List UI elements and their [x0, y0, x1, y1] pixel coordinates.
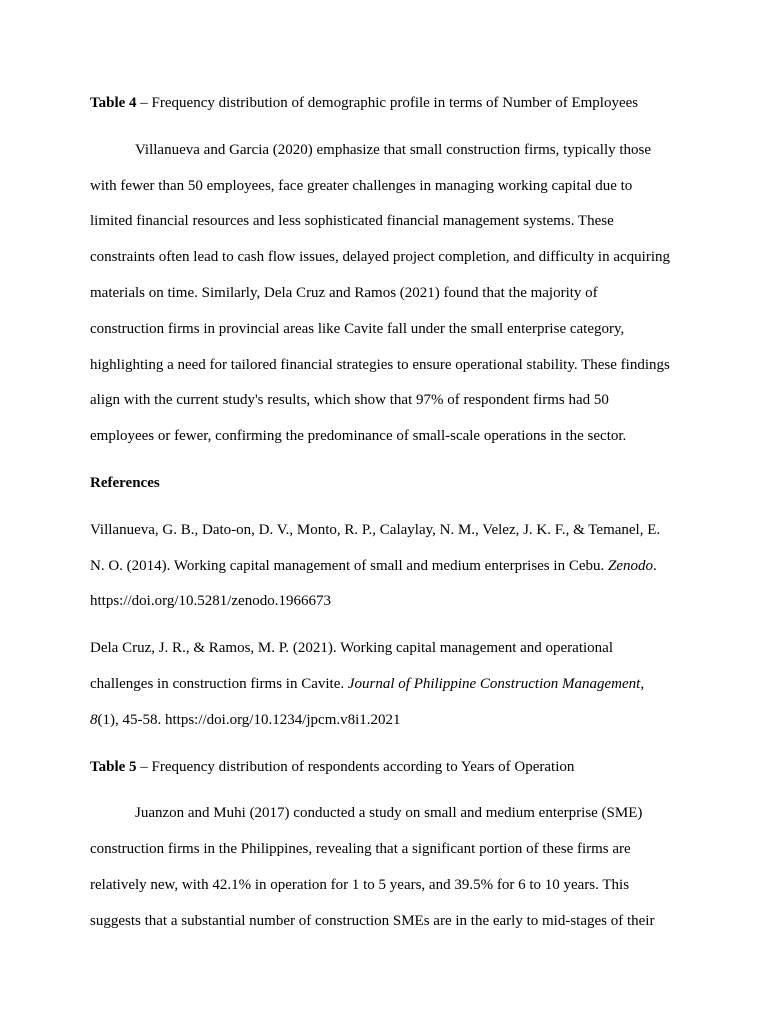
paragraph-line: materials on time. Similarly, Dela Cruz and Ramos (2021) found that the majority of — [90, 284, 598, 301]
reference-punctuation: , — [640, 675, 645, 692]
paragraph-line: constraints often lead to cash flow issues, delayed project completion, and difficulty in acquiring — [90, 249, 670, 266]
paragraph-line: Villanueva and Garcia (2020) emphasize that small construction firms, typically those — [135, 141, 652, 158]
paragraph-line: Juanzon and Muhi (2017) conducted a study on small and medium enterprise (SME) — [135, 805, 643, 822]
paragraph-line: limited financial resources and less sophisticated financial management systems. These — [90, 213, 614, 230]
reference-punctuation: . — [652, 557, 657, 574]
paragraph-line: highlighting a need for tailored financial strategies to ensure operational stability. These findings — [90, 356, 670, 373]
reference-line: Dela Cruz, J. R., & Ramos, M. P. (2021). Working capital management and operational — [90, 640, 613, 657]
table-4-caption-text: – Frequency distribution of demographic profile in terms of Number of Employees — [136, 95, 639, 111]
reference-dela-cruz — [90, 633, 680, 740]
table-5-caption — [90, 752, 680, 788]
paragraph-line: construction firms in the Philippines, revealing that a significant portion of these firms are — [90, 841, 631, 858]
paragraph-years-of-operation — [90, 798, 680, 941]
reference-villanueva — [90, 515, 680, 622]
table-4-label: Table 4 — [90, 95, 137, 111]
journal-volume: 8 — [90, 711, 98, 728]
document-page — [90, 88, 680, 942]
table-5-caption-text: – Frequency distribution of respondents according to Years of Operation — [136, 758, 575, 775]
paragraph-line: align with the current study's results, which show that 97% of respondent firms had 50 — [90, 392, 609, 409]
table-4-caption — [90, 88, 680, 124]
reference-line: Villanueva, G. B., Dato-on, D. V., Monto, R. P., Calaylay, N. M., Velez, J. K. F., & Temanel, E. — [90, 521, 661, 538]
paragraph-employees — [90, 135, 680, 457]
reference-text: N. O. (2014). Working capital management of small and medium enterprises in Cebu. — [90, 557, 608, 574]
paragraph-line: with fewer than 50 employees, face greater challenges in managing working capital due to — [90, 177, 633, 194]
journal-title: Zenodo — [607, 557, 653, 574]
paragraph-line: suggests that a substantial number of construction SMEs are in the early to mid-stages of their — [90, 912, 655, 929]
paragraph-line: construction firms in provincial areas like Cavite fall under the small enterprise category, — [90, 320, 625, 337]
reference-line — [90, 705, 680, 741]
references-heading-text: References — [90, 474, 160, 491]
reference-line — [90, 669, 680, 705]
journal-title: Journal of Philippine Construction Management — [347, 675, 641, 692]
paragraph-line: relatively new, with 42.1% in operation for 1 to 5 years, and 39.5% for 6 to 10 years. This — [90, 876, 630, 893]
reference-line — [90, 551, 680, 587]
references-heading — [90, 468, 680, 504]
reference-text: challenges in construction firms in Cavite. — [90, 675, 348, 692]
reference-doi-link[interactable]: (1), 45-58. https://doi.org/10.1234/jpcm.v8i1.2021 — [97, 711, 401, 728]
table-5-label: Table 5 — [90, 758, 137, 775]
paragraph-line: employees or fewer, confirming the predominance of small-scale operations in the sector. — [90, 428, 627, 445]
reference-doi-link[interactable]: https://doi.org/10.5281/zenodo.1966673 — [90, 593, 331, 610]
